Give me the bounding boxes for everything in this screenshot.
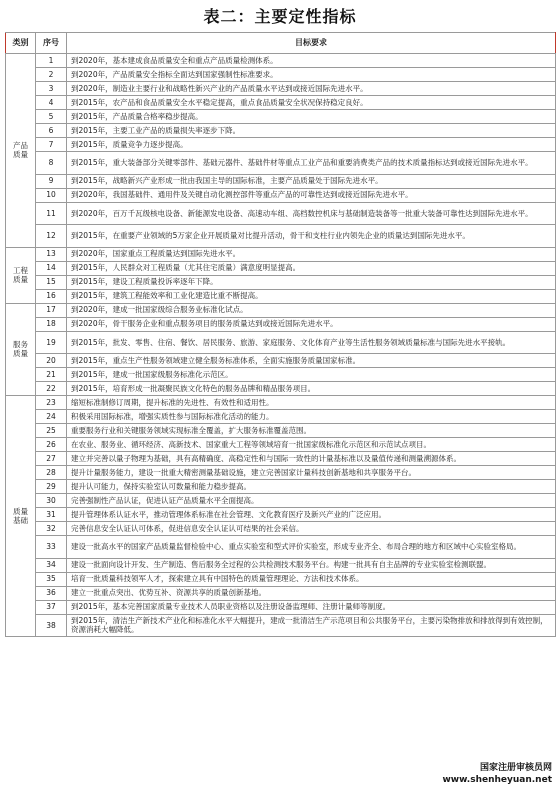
row-number: 19	[36, 331, 67, 354]
table-row	[6, 572, 556, 586]
row-number: 4	[36, 96, 67, 110]
row-number: 27	[36, 452, 67, 466]
row-number: 20	[36, 354, 67, 368]
table-row	[6, 225, 556, 248]
row-number: 25	[36, 424, 67, 438]
row-requirement: 到2020年，制造业主要行业和战略性新兴产业的产品质量水平达到或接近国际先进水平。	[67, 82, 556, 96]
row-requirement: 到2015年，农产品和食品质量安全水平稳定提高，重点食品质量安全状况保持稳定良好。	[67, 96, 556, 110]
row-requirement: 到2015年，产品质量合格率稳步提高。	[67, 110, 556, 124]
row-number: 1	[36, 54, 67, 68]
row-requirement: 到2020年，百万千瓦级核电设备、新能源发电设备、高速动车组、高档数控机床与基础制造装备等一批重大装备可靠性达到国际先进水平。	[67, 202, 556, 225]
row-requirement: 完善信息安全认证认可体系，促进信息安全认证认可结果的社会采信。	[67, 522, 556, 536]
row-number: 28	[36, 466, 67, 480]
row-number: 24	[36, 410, 67, 424]
table-row	[6, 466, 556, 480]
table-row	[6, 110, 556, 124]
table-row	[6, 424, 556, 438]
watermark-site-name: 国家注册审核员网	[479, 763, 552, 773]
table-row	[6, 396, 556, 410]
row-requirement: 在农业、服务业、循环经济、高新技术、国家重大工程等领域培育一批国家级标准化示范区和示范试点项目。	[67, 438, 556, 452]
table-row	[6, 600, 556, 614]
table-row	[6, 586, 556, 600]
table-row	[6, 174, 556, 188]
row-requirement: 到2020年，国家重点工程质量达到国际先进水平。	[67, 247, 556, 261]
table-row	[6, 188, 556, 202]
row-number: 18	[36, 317, 67, 331]
table-row	[6, 289, 556, 303]
row-requirement: 到2015年，在重要产业领域的5万家企业开展质量对比提升活动，骨干和支柱行业内领先企业的质量达到国际先进水平。	[67, 225, 556, 248]
row-requirement: 培育一批质量科技领军人才，探索建立具有中国特色的质量管理理论、方法和技术体系。	[67, 572, 556, 586]
row-number: 34	[36, 558, 67, 572]
row-number: 38	[36, 614, 67, 637]
row-requirement: 到2020年，建成一批国家级综合服务业标准化试点。	[67, 303, 556, 317]
table-row	[6, 382, 556, 396]
table-row	[6, 138, 556, 152]
row-number: 16	[36, 289, 67, 303]
row-number: 31	[36, 508, 67, 522]
row-number: 6	[36, 124, 67, 138]
row-number: 3	[36, 82, 67, 96]
row-number: 21	[36, 368, 67, 382]
table-row	[6, 261, 556, 275]
row-requirement: 到2015年，人民群众对工程质量（尤其住宅质量）满意度明显提高。	[67, 261, 556, 275]
table-row	[6, 558, 556, 572]
table-row	[6, 354, 556, 368]
table-row	[6, 508, 556, 522]
table-row	[6, 522, 556, 536]
row-requirement: 到2015年，清洁生产新技术产业化和标准化水平大幅提升，建成一批清洁生产示范项目和公共服务平台，主要污染物排放和排放得到有效控制，资源消耗大幅降低。	[67, 614, 556, 637]
row-requirement: 缩短标准制修订周期，提升标准的先进性、有效性和适用性。	[67, 396, 556, 410]
table-row	[6, 202, 556, 225]
row-requirement: 到2020年，基本建成食品质量安全和重点产品质量检测体系。	[67, 54, 556, 68]
row-requirement: 到2015年，重大装备部分关键零部件、基础元器件、基础件材等重点工业产品和重要消费类产品的技术质量指标达到或接近国际先进水平。	[67, 152, 556, 175]
row-number: 35	[36, 572, 67, 586]
row-requirement: 到2015年，建设工程质量投诉率逐年下降。	[67, 275, 556, 289]
row-number: 5	[36, 110, 67, 124]
row-requirement: 到2015年，战略新兴产业形成一批由我国主导的国际标准，主要产品质量处于国际先进水平。	[67, 174, 556, 188]
row-requirement: 完善强制性产品认证，促进认证产品质量水平全面提高。	[67, 494, 556, 508]
row-requirement: 到2020年，产品质量安全指标全面达到国家强制性标准要求。	[67, 68, 556, 82]
row-number: 23	[36, 396, 67, 410]
row-number: 11	[36, 202, 67, 225]
row-requirement: 提升计量服务能力，建设一批重大精密测量基础设施，建立完善国家计量科技创新基地和共享服务平台。	[67, 466, 556, 480]
row-number: 14	[36, 261, 67, 275]
row-requirement: 建立一批重点突出、优势互补、资源共享的质量创新基地。	[67, 586, 556, 600]
row-number: 8	[36, 152, 67, 175]
row-requirement: 到2015年，建筑工程能效率和工业化建造比重不断提高。	[67, 289, 556, 303]
row-number: 22	[36, 382, 67, 396]
header-category: 类别	[6, 33, 36, 54]
row-requirement: 建立并完善以量子物理为基础，具有高精确度、高稳定性和与国际一致性的计量基标准以及量值传递和测量溯源体系。	[67, 452, 556, 466]
row-number: 15	[36, 275, 67, 289]
watermark	[440, 762, 554, 786]
row-requirement: 建设一批面向设计开发、生产制造、售后服务全过程的公共检测技术服务平台。构建一批具有自主品牌的专业实验室检测联盟。	[67, 558, 556, 572]
row-requirement: 到2015年，质量竞争力逐步提高。	[67, 138, 556, 152]
category-cell: 工程 质量	[6, 247, 36, 303]
table-row	[6, 331, 556, 354]
row-requirement: 到2015年，培育形成一批凝聚民族文化特色的服务品牌和精品服务项目。	[67, 382, 556, 396]
row-number: 32	[36, 522, 67, 536]
table-row	[6, 317, 556, 331]
row-requirement: 提升管理体系认证水平，推动管理体系标准在社会管理、文化教育医疗及新兴产业的广泛应用。	[67, 508, 556, 522]
row-requirement: 到2020年，我国基础件、通用件及关键自动化测控部件等重点产品的可靠性达到或接近国际先进水平。	[67, 188, 556, 202]
table-header-row	[6, 33, 556, 54]
table-row	[6, 452, 556, 466]
row-number: 37	[36, 600, 67, 614]
table-row	[6, 410, 556, 424]
table-row	[6, 614, 556, 637]
table-row	[6, 96, 556, 110]
header-requirement: 目标要求	[67, 33, 556, 54]
table-row	[6, 124, 556, 138]
table-row	[6, 303, 556, 317]
row-number: 2	[36, 68, 67, 82]
row-requirement: 到2020年，骨干服务企业和重点服务项目的服务质量达到或接近国际先进水平。	[67, 317, 556, 331]
row-number: 7	[36, 138, 67, 152]
row-requirement: 到2015年，基本完善国家质量专业技术人员职业资格以及注册设备监理师、注册计量师等制度。	[67, 600, 556, 614]
row-requirement: 到2015年，主要工业产品的质量损失率逐步下降。	[67, 124, 556, 138]
table-row	[6, 494, 556, 508]
row-requirement: 重要服务行业和关键服务领域实现标准全覆盖，扩大服务标准覆盖范围。	[67, 424, 556, 438]
row-requirement: 到2015年，批发、零售、住宿、餐饮、居民服务、旅游、家庭服务、文化体育产业等生活性服务领域质量标准与国际先进水平接轨。	[67, 331, 556, 354]
table-row	[6, 480, 556, 494]
row-requirement: 到2015年，重点生产性服务领域建立健全服务标准体系，全面实施服务质量国家标准。	[67, 354, 556, 368]
table-row	[6, 82, 556, 96]
row-requirement: 提升认可能力，保持实验室认可数量和能力稳步提高。	[67, 480, 556, 494]
table-body	[6, 54, 556, 637]
category-cell: 质量 基础	[6, 396, 36, 637]
category-cell: 服务 质量	[6, 303, 36, 396]
row-number: 29	[36, 480, 67, 494]
table-row	[6, 536, 556, 559]
row-requirement: 积极采用国际标准，增强实质性参与国际标准化活动的能力。	[67, 410, 556, 424]
row-requirement: 建设一批高水平的国家产品质量监督检验中心、重点实验室和型式评价实验室，形成专业齐全、布局合理的地方和区域中心实验室格局。	[67, 536, 556, 559]
row-number: 30	[36, 494, 67, 508]
table-row	[6, 54, 556, 68]
row-number: 13	[36, 247, 67, 261]
header-number: 序号	[36, 33, 67, 54]
row-number: 9	[36, 174, 67, 188]
table-row	[6, 368, 556, 382]
row-requirement: 到2015年，建成一批国家级服务标准化示范区。	[67, 368, 556, 382]
row-number: 26	[36, 438, 67, 452]
row-number: 33	[36, 536, 67, 559]
table-row	[6, 247, 556, 261]
category-cell: 产品 质量	[6, 54, 36, 248]
row-number: 36	[36, 586, 67, 600]
row-number: 17	[36, 303, 67, 317]
table-row	[6, 68, 556, 82]
table-row	[6, 152, 556, 175]
table-row	[6, 438, 556, 452]
table-row	[6, 275, 556, 289]
page-title: 表二：主要定性指标	[203, 7, 357, 26]
indicator-table	[5, 32, 556, 637]
row-number: 10	[36, 188, 67, 202]
watermark-url: www.shenheyuan.net	[442, 775, 552, 785]
row-number: 12	[36, 225, 67, 248]
